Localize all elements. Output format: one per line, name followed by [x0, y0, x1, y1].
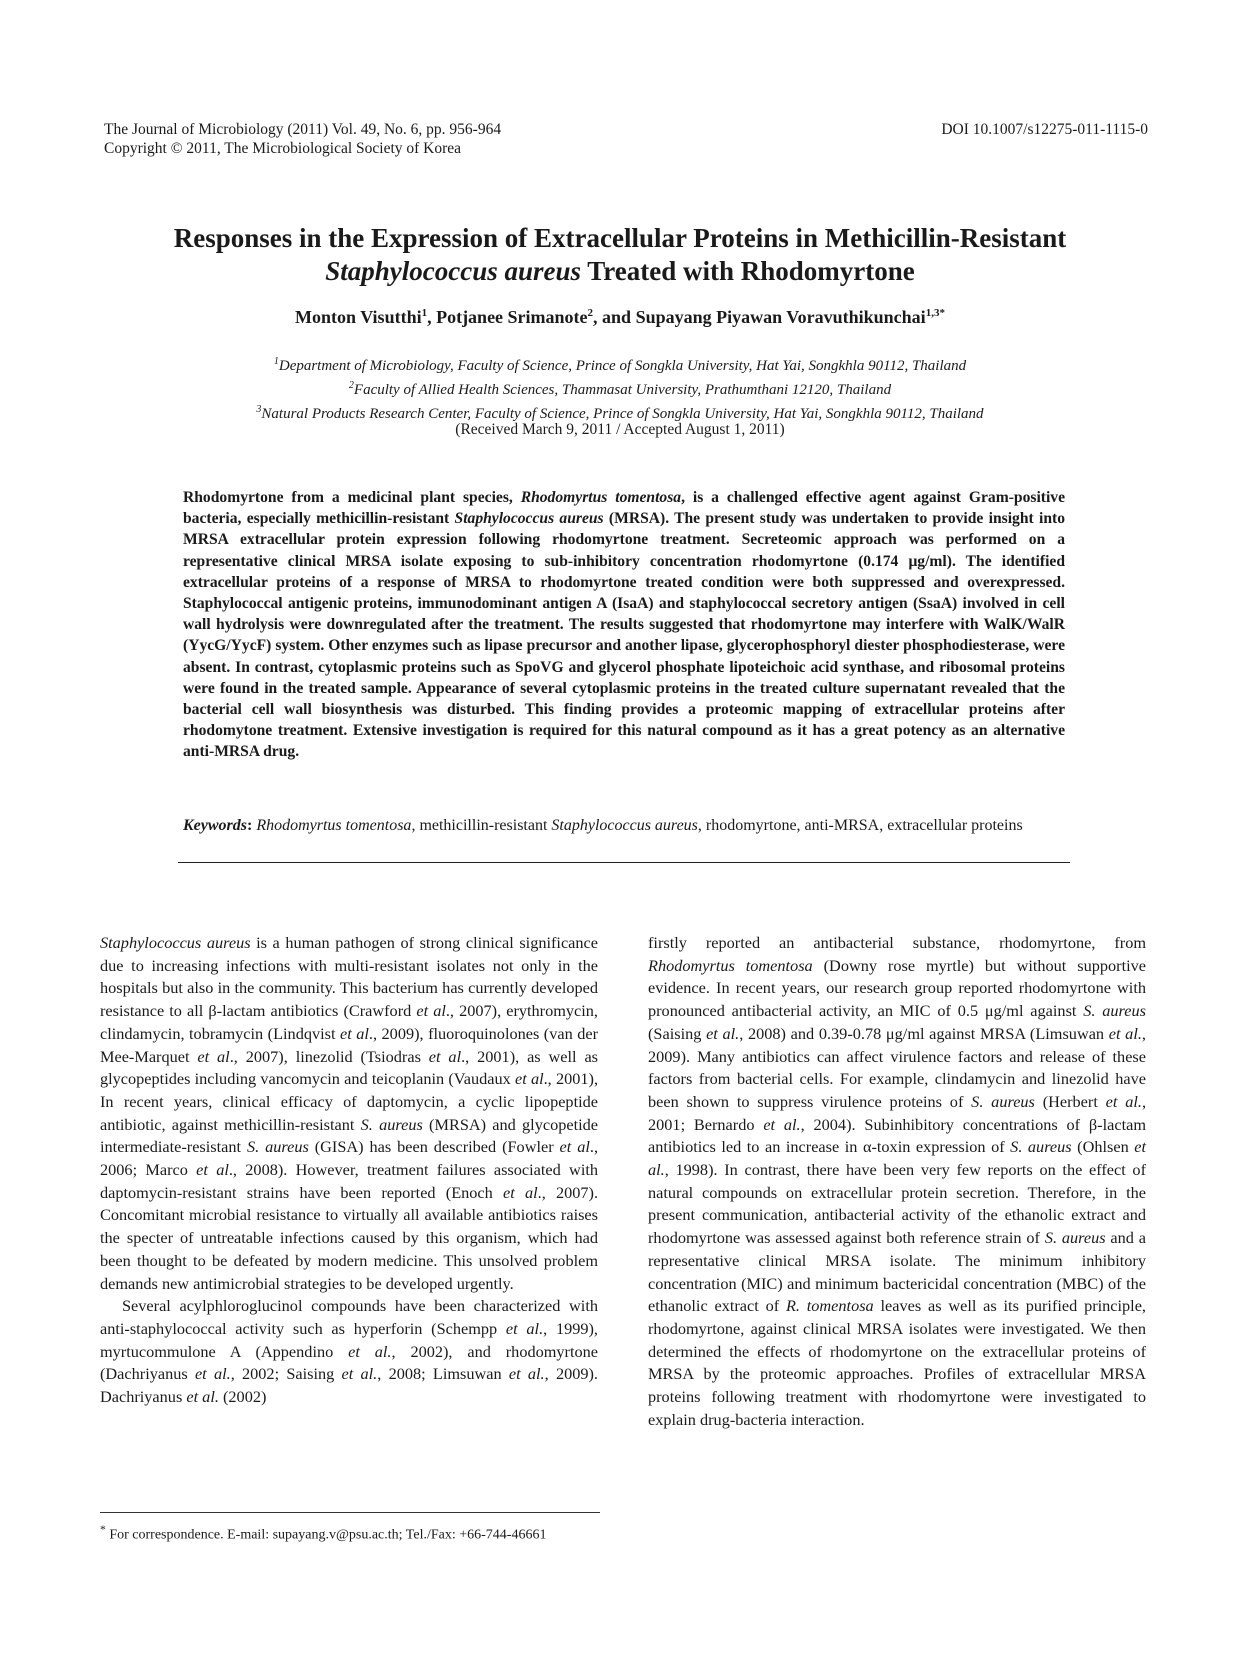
- italic-run: Rhodomyrtus tomentosa: [648, 955, 813, 975]
- journal-header: [104, 120, 501, 158]
- italic-run: S. aureus: [1044, 1228, 1106, 1248]
- footnote-marker: *: [100, 1523, 106, 1536]
- author-affil-marker: 1,3*: [925, 307, 945, 319]
- body-paragraph: [648, 932, 1146, 1431]
- copyright-symbol: ©: [170, 140, 183, 157]
- italic-run: et al: [503, 1182, 538, 1202]
- affiliation-text: Faculty of Allied Health Sciences, Thammasat University, Prathumthani 12120, Thailand: [353, 382, 892, 398]
- italic-run: et al.: [194, 1364, 231, 1384]
- text-run: ., 2007), linezolid (Tsiodras: [229, 1046, 429, 1066]
- body-paragraph: [100, 932, 598, 1295]
- text-run: , 2009). Dachriyanus: [100, 1364, 598, 1407]
- keyword: , methicillin-resistant: [411, 817, 552, 834]
- copyright-holder: 2011, The Microbiological Society of Korea: [182, 140, 462, 157]
- text-run: ., 2008). However, treatment failures associated with daptomycin-resistant strains have been reported (Enoch: [100, 1160, 599, 1202]
- italic-run: et al.: [1105, 1091, 1142, 1111]
- italic-run: S. aureus: [971, 1091, 1035, 1111]
- italic-run: S. aureus: [246, 1137, 309, 1157]
- abstract-species: Staphylococcus aureus: [454, 510, 604, 528]
- italic-run: et al.: [706, 1023, 740, 1043]
- footnote-divider: [100, 1512, 600, 1513]
- italic-run: et al: [416, 1001, 446, 1021]
- italic-run: et al.: [505, 1318, 544, 1338]
- affiliation-text: Natural Products Research Center, Faculty of Science, Prince of Songkla University, Hat Yai, Songkhla 90112, Thailand: [261, 406, 984, 422]
- italic-run: Staphylococcus aureus: [100, 933, 251, 952]
- text-run: (2002): [218, 1387, 267, 1407]
- italic-run: et al.: [763, 1114, 801, 1134]
- text-run: , 2001; Bernardo: [648, 1091, 1147, 1134]
- text-run: ., 2009), fluoroquinolones (van der Mee-Marquet: [100, 1023, 599, 1066]
- keyword: Staphylococcus aureus: [551, 817, 698, 834]
- keywords: [183, 816, 1065, 836]
- author-list: [60, 307, 1180, 328]
- text-run: ., 2001), as well as glycopeptides including vancomycin and teicoplanin (Vaudaux: [100, 1046, 599, 1089]
- title-rest: Treated with Rhodomyrtone: [581, 256, 915, 286]
- abstract-text: Rhodomyrtone from a medicinal plant species,: [183, 489, 521, 506]
- affiliation: [60, 352, 1180, 376]
- italic-run: et al.: [348, 1341, 392, 1361]
- keywords-label: Keywords: [183, 817, 247, 834]
- affiliation-marker: 3: [256, 404, 262, 415]
- author[interactable]: Potjanee Srimanote: [436, 307, 588, 327]
- correspondence-footnote: [100, 1520, 600, 1545]
- italic-run: et al: [514, 1069, 544, 1089]
- text-run: , 2002), and rhodomyrtone (Dachriyanus: [100, 1341, 599, 1384]
- text-run: ., 2007), erythromycin, clindamycin, tobramycin (Lindqvist: [100, 1001, 598, 1043]
- text-run: ., 2007). Concomitant microbial resistance to virtually all available antibiotics raises the specter of untreatable infections caused by this organism, which had been thought to be defeated by modern medicine. This unsolved problem demands new antimicrobial strategies to be developed urgently.: [100, 1182, 599, 1293]
- text-run: (Herbert: [1034, 1091, 1106, 1111]
- text-run: , 2008; Limsuwan: [377, 1364, 509, 1384]
- text-run: (Ohlsen: [1071, 1137, 1135, 1157]
- italic-run: et al.: [1108, 1023, 1142, 1043]
- affiliation-text: Department of Microbiology, Faculty of Science, Prince of Songkla University, Hat Yai, Songkhla 90112, Thailand: [278, 358, 967, 374]
- text-run: and a representative clinical MRSA isolate. The minimum inhibitory concentration (MIC) and minimum bactericidal concentration (MBC) of the ethanolic extract of: [648, 1228, 1147, 1316]
- author[interactable]: Monton Visutthi: [295, 307, 422, 327]
- text-run: , 1998). In contrast, there have been very few reports on the effect of natural compounds on extracellular protein secretion. Therefore, in the present communication, antibacterial activity of the ethanolic extract and rhodomyrtone was assessed against both reference strain of: [648, 1160, 1146, 1248]
- italic-run: et al.: [186, 1387, 219, 1407]
- italic-run: et al: [559, 1137, 590, 1157]
- text-run: is a human pathogen of strong clinical significance due to increasing infections with multi-resistant isolates not only in the hospitals but also in the community. This bacterium has currently developed resistance to all β-lactam antibiotics (Crawford: [100, 933, 598, 1021]
- text-run: , 2002; Saising: [230, 1364, 342, 1384]
- text-run: , 1999), myrtucommulone A (Appendino: [100, 1318, 598, 1361]
- copyright-line: [104, 139, 501, 158]
- doi[interactable]: DOI 10.1007/s12275-011-1115-0: [941, 121, 1148, 138]
- body-column-left: [100, 932, 598, 1409]
- text-run: , 2009). Many antibiotics can affect virulence factors and release of these factors from bacterial cells. For example, clindamycin and linezolid have been shown to suppress virulence proteins of: [648, 1023, 1146, 1111]
- italic-run: et al: [340, 1023, 369, 1043]
- keyword: , rhodomyrtone, anti-MRSA, extracellular proteins: [697, 817, 1023, 834]
- keyword: Rhodomyrtus tomentosa: [256, 817, 412, 834]
- article-title: [60, 222, 1180, 288]
- italic-run: et al: [196, 1160, 229, 1180]
- abstract-species: Rhodomyrtus tomentosa: [520, 489, 682, 506]
- text-run: ., 2001), In recent years, clinical efficacy of daptomycin, a cyclic lipopeptide antibiotic, against methicillin-resistant: [100, 1069, 599, 1134]
- text-run: (Downy rose myrtle) but without supportive evidence. In recent years, our research group reported rhodomyrtone with pronounced antibacterial activity, an MIC of 0.5 μg/ml against: [648, 955, 1147, 1021]
- footnote-text: For correspondence. E-mail: supayang.v@psu.ac.th; Tel./Fax: +66-744-46661: [105, 1527, 547, 1543]
- italic-run: S. aureus: [1010, 1137, 1072, 1157]
- title-line-1: Responses in the Expression of Extracellular Proteins in Methicillin-Resistant: [173, 223, 1067, 253]
- journal-citation: The Journal of Microbiology (2011) Vol. 49, No. 6, pp. 956-964: [104, 121, 502, 138]
- author-separator: ,: [427, 307, 437, 327]
- affiliation: [60, 376, 1180, 400]
- text-run: leaves as well as its purified principle, rhodomyrtone, against clinical MRSA isolates were investigated. We then determined the effects of rhodomyrtone on the extracellular proteins of MRSA by the proteomic approaches. Profiles of extracellular MRSA proteins following treatment with rhodomyrtone were investigated to explain drug-bacteria interaction.: [648, 1296, 1147, 1429]
- title-line-2: [60, 255, 1180, 288]
- body-column-right: [648, 932, 1146, 1431]
- italic-run: R. tomentosa: [785, 1296, 874, 1316]
- text-run: (Saising: [648, 1023, 707, 1043]
- italic-run: et al.: [508, 1364, 545, 1384]
- text-run: , 2004). Subinhibitory concentrations of β-lactam antibiotics led to an increase in α-toxin expression of: [648, 1114, 1146, 1157]
- keywords-colon: :: [247, 817, 257, 834]
- title-species: Staphylococcus aureus: [325, 256, 582, 286]
- affiliation-marker: 1: [273, 356, 279, 367]
- author-affil-marker: 1: [421, 307, 428, 319]
- affiliation-marker: 2: [348, 380, 354, 391]
- keywords-divider: [178, 862, 1070, 863]
- author-separator: , and: [593, 307, 636, 327]
- italic-run: et al: [197, 1046, 230, 1066]
- text-run: (MRSA) and glycopetide intermediate-resistant: [100, 1114, 598, 1157]
- text-run: ., 2006; Marco: [100, 1137, 599, 1180]
- text-run: (GISA) has been described (Fowler: [308, 1137, 560, 1157]
- author-affil-marker: 2: [587, 307, 594, 319]
- body-paragraph: [100, 1295, 598, 1409]
- author[interactable]: Supayang Piyawan Voravuthikunchai: [635, 307, 926, 327]
- text-run: , 2008) and 0.39-0.78 μg/ml against MRSA (Limsuwan: [739, 1023, 1109, 1043]
- abstract-text: , is a challenged effective agent against Gram-positive bacteria, especially methicillin-resistant: [183, 489, 1066, 528]
- abstract: [183, 487, 1065, 763]
- italic-run: et al.: [341, 1364, 378, 1384]
- text-run: firstly reported an antibacterial substance, rhodomyrtone, from: [648, 933, 1146, 952]
- copyright-label: Copyright: [104, 140, 171, 157]
- italic-run: et al.: [648, 1137, 1147, 1180]
- abstract-text: (MRSA). The present study was undertaken to provide insight into MRSA extracellular protein expression following rhodomyrtone treatment. Secreteomic approach was performed on a representative clinical MRSA isolate exposing to sub-inhibitory concentration rhodomyrtone (0.174 μg/ml). The identified extracellular proteins of a response of MRSA to rhodomyrtone treated condition were both suppressed and overexpressed. Staphylococcal antigenic proteins, immunodominant antigen A (IsaA) and staphylococcal secretory antigen (SsaA) involved in cell wall hydrolysis were downregulated after the treatment. The results suggested that rhodomyrtone may interfere with WalK/WalR (YycG/YycF) system. Other enzymes such as lipase precursor and another lipase, glycerophosphoryl diester phosphodiesterase, were absent. In contrast, cytoplasmic proteins such as SpoVG and glycerol phosphate lipoteichoic acid synthase, and ribosomal proteins were found in the treated sample. Appearance of several cytoplasmic proteins in the treated culture supernatant revealed that the bacterial cell wall biosynthesis was disturbed. This finding provides a proteomic mapping of extracellular proteins after rhodomytone treatment. Extensive investigation is required for this natural compound as it has a great potency as an alternative anti-MRSA drug.: [183, 510, 1065, 761]
- italic-run: S. aureus: [1083, 1001, 1146, 1021]
- italic-run: et al: [428, 1046, 462, 1066]
- italic-run: S. aureus: [360, 1114, 423, 1134]
- received-dates: (Received March 9, 2011 / Accepted August 1, 2011): [455, 421, 785, 438]
- affiliations: [60, 352, 1180, 424]
- text-run: Several acylphloroglucinol compounds have been characterized with anti-staphylococcal activity such as hyperforin (Schempp: [100, 1296, 598, 1338]
